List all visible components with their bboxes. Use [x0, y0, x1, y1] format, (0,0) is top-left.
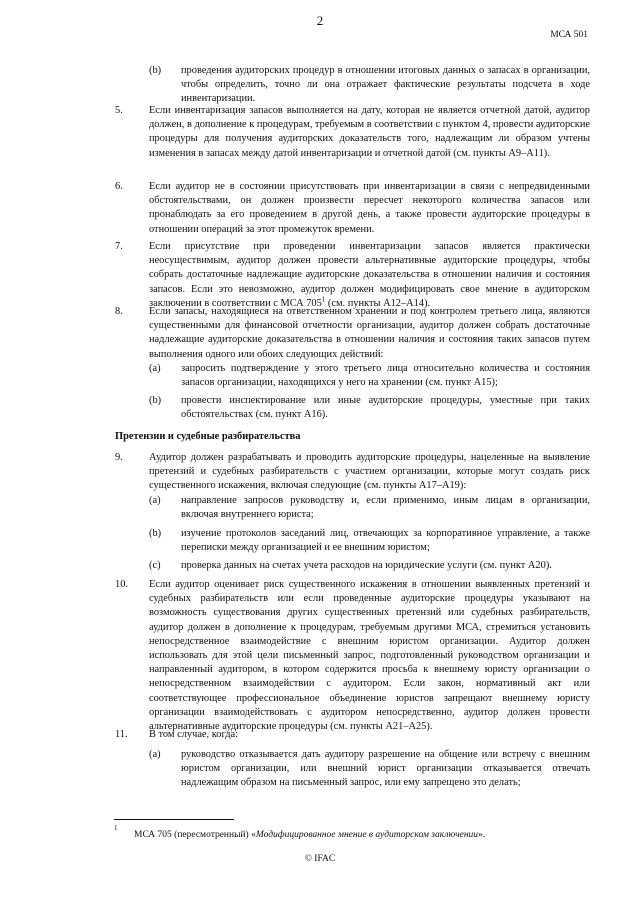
section-heading: Претензии и судебные разбирательства — [115, 431, 301, 442]
footnote-ref[interactable]: 1 — [321, 295, 326, 304]
item-label: (b) — [149, 65, 162, 76]
paragraph-text: В том случае, когда: — [149, 729, 238, 740]
paragraph-text: Если запасы, находящиеся на ответственном хранении и под контролем третьего лица, являются существенными для финансовой отчетности организации, аудитор должен собрать достаточные надлежащие аудиторские доказательства в отношении наличия и состояния таких запасов путем выполнения одного или обоих следующих действий: — [149, 306, 590, 360]
paragraph-number: 11. — [115, 729, 128, 740]
paragraph-number: 10. — [115, 579, 128, 590]
page-number: 2 — [316, 13, 324, 28]
item-label: (c) — [149, 560, 161, 571]
item-label: (a) — [149, 495, 161, 506]
paragraph-number: 8. — [115, 306, 123, 317]
item-text: изучение протоколов заседаний лиц, отвечающих за корпоративное управление, а также переписки между организацией и ее внешним юристом; — [181, 528, 590, 554]
item-text: руководство отказывается дать аудитору разрешение на общение или встречу с внешним юристом организации, или внешний юрист организации отказывается отвечать надлежащим образом на письменный запрос, или ему запрещено это делать; — [181, 749, 590, 789]
copyright: © IFAC — [304, 854, 336, 864]
item-text: направление запросов руководству и, если применимо, иным лицам в организации, включая внутреннего юриста; — [181, 495, 590, 521]
item-text: проверка данных на счетах учета расходов на юридические услуги (см. пункт A20). — [181, 560, 552, 571]
item-label: (b) — [149, 395, 162, 406]
footnote-marker: 1 — [114, 824, 118, 832]
item-text: запросить подтверждение у этого третьего лица относительно количества и состояния запасов организации, находящихся у него на хранении (см. пункт A15); — [181, 363, 590, 389]
paragraph-text: Аудитор должен разрабатывать и проводить аудиторские процедуры, нацеленные на выявление претензий и судебных разбирательств с участием организации, которые могут создать риск существенного искажения, включая следующие (см. пункты A17–A19): — [149, 452, 590, 492]
paragraph-number: 6. — [115, 181, 123, 192]
item-label: (b) — [149, 528, 162, 539]
paragraph-text: Если аудитор не в состоянии присутствовать при инвентаризации в связи с непредвиденными обстоятельствами, он должен произвести пересчет некоторого количества запасов или пронаблюдать за его проведением в другой день, а также провести аудиторские процедуры в отношении операций за этот промежуток времени. — [149, 181, 590, 235]
paragraph-text: Если инвентаризация запасов выполняется на дату, которая не является отчетной датой, аудитор должен, в дополнение к процедурам, требуемым в соответствии с пунктом 4, провести аудиторские процедуры для получения аудиторских доказательств того, надлежащим ли образом учтены изменения в запасах между датой инвентаризации и отчетной датой (см. пункты A9–A11). — [149, 105, 590, 159]
item-text: провести инспектирование или иные аудиторские процедуры, уместные при таких обстоятельствах (см. пункт A16). — [181, 395, 590, 421]
paragraph-text: Если аудитор оценивает риск существенного искажения в отношении выявленных претензий и судебных разбирательств или если проведенные аудиторские процедуры указывают на возможность существования других существенных претензий или судебных разбирательств, аудитор должен в дополнение к процедурам, требуемым другими МСА, стремиться установить непосредственное взаимодействие с внешним юристом организации. Аудитор должен использовать для этой цели письменный запрос, подготовленный руководством организации и направленный аудитором, в котором содержится просьба к внешнему юристу организации о непосредственном взаимодействии с аудитором. Если закон, нормативный акт или соответствующее профессиональное объединение юристов запрещают внешнему юристу организации взаимодействовать с аудитором непосредственно, аудитор должен провести альтернативные аудиторские процедуры (см. пункты A21–A25). — [149, 579, 590, 733]
item-label: (a) — [149, 363, 161, 374]
paragraph-number: 5. — [115, 105, 123, 116]
paragraph-number: 9. — [115, 452, 123, 463]
paragraph-text: Если присутствие при проведении инвентаризации запасов является практически неосуществимым, аудитор должен провести альтернативные аудиторские процедуры, чтобы собрать достаточные надлежащие аудиторские доказательства в отношении наличия и состояния запасов. Если это невозможно, аудитор должен модифицировать свое мнение в аудиторском заключении в соответствии с МСА $705^1$ (см. пункты A12–A14). — [149, 241, 590, 309]
paragraph-number: 7. — [115, 241, 123, 252]
footnote-text: МСА 705 (пересмотренный) «Модифицированное мнение в аудиторском заключении». — [134, 830, 486, 840]
standard-code: МСА 501 — [550, 30, 588, 40]
footnote-divider — [114, 819, 234, 820]
item-label: (a) — [149, 749, 161, 760]
item-text: проведения аудиторских процедур в отношении итоговых данных о запасах в организации, чтобы определить, точно ли она отражает фактические результаты подсчета в ходе инвентаризации. — [181, 65, 590, 105]
